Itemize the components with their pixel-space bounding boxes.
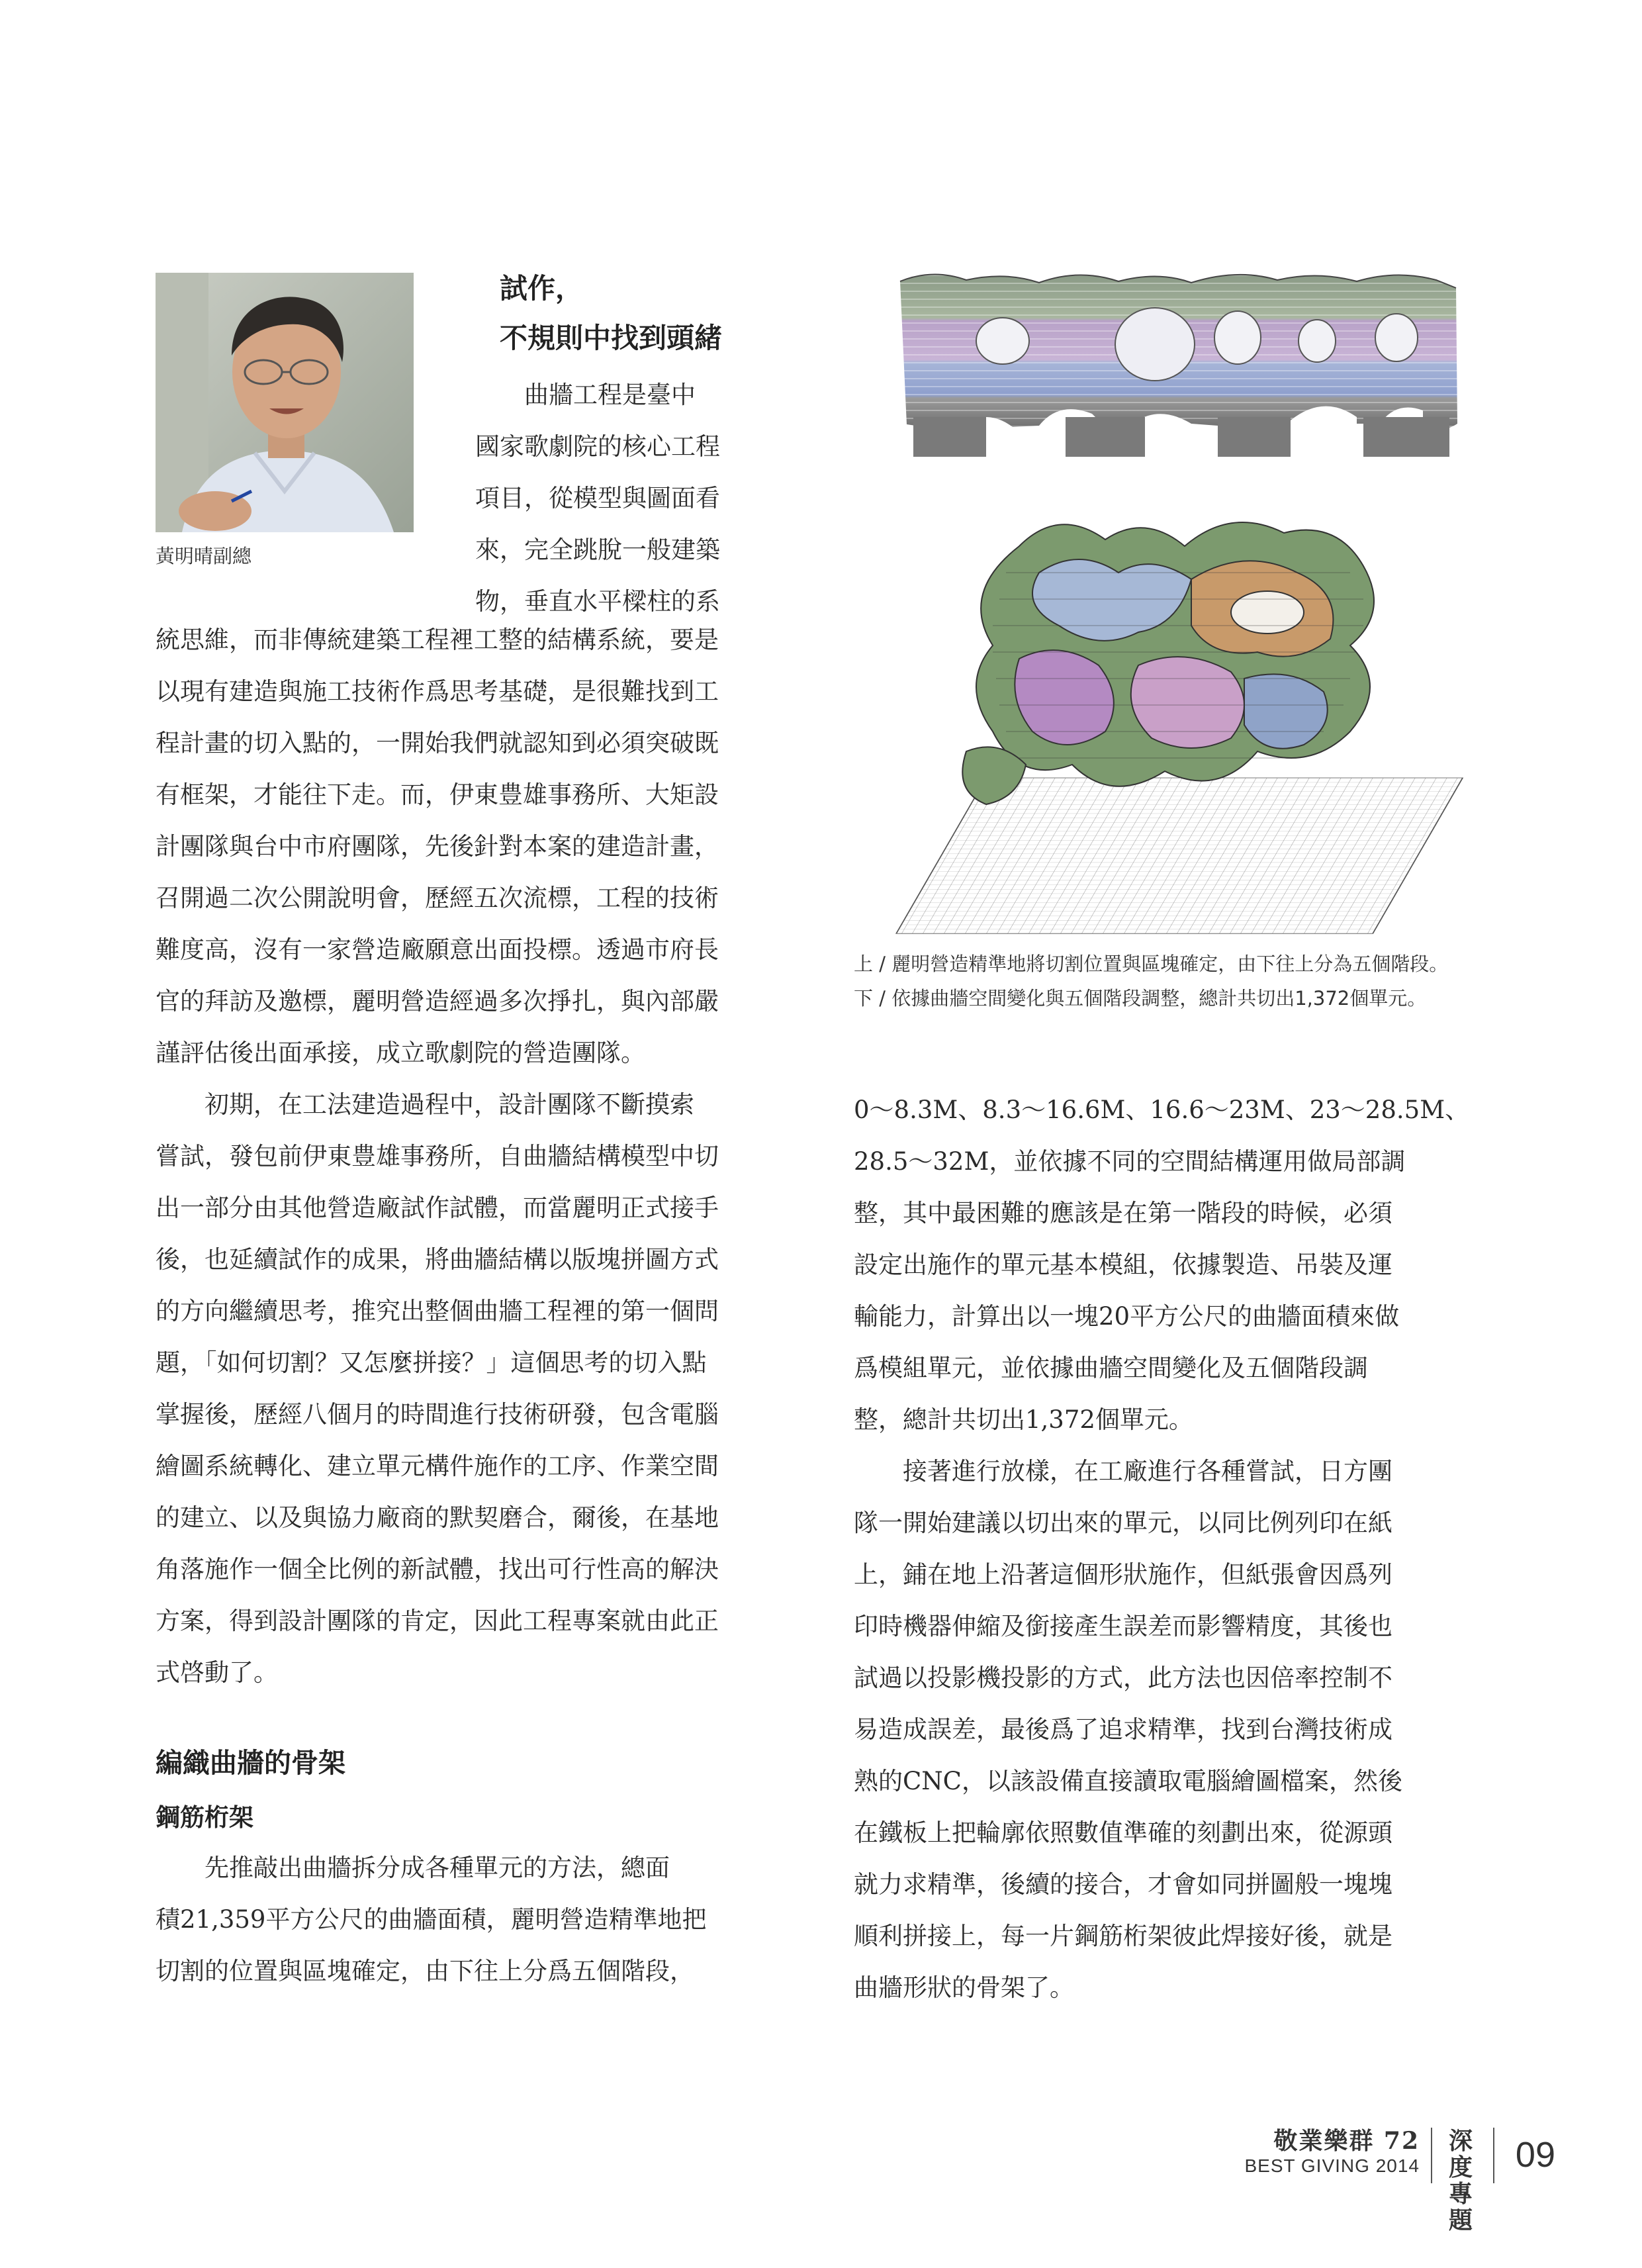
text-line: 國家歌劇院的核心工程: [475, 432, 720, 461]
text-line: 積21,359平方公尺的曲牆面積，麗明營造精準地把: [156, 1905, 707, 1934]
portrait-photo: [156, 273, 414, 532]
left-column-text-2: [156, 1842, 781, 1997]
text-line: 難度高，沒有一家營造廠願意出面投標。透過市府長: [156, 935, 719, 964]
text-line: 設定出施作的單元基本模組，依據製造、吊裝及運: [854, 1251, 1392, 1279]
section-label: [1437, 2128, 1484, 2234]
text-line: 輸能力，計算出以一塊20平方公尺的曲牆面積來做: [854, 1302, 1400, 1331]
text-line: 熟的CNC，以該設備直接讀取電腦繪圖檔案，然後: [854, 1767, 1402, 1795]
text-line: 就力求精準，後續的接合，才會如同拼圖般一塊塊: [854, 1870, 1392, 1899]
text-line: 爲模組單元，並依據曲牆空間變化及五個階段調: [854, 1354, 1368, 1382]
text-line: 題，「如何切割？又怎麼拼接？」這個思考的切入點: [156, 1348, 707, 1377]
text-line: 角落施作一個全比例的新試體，找出可行性高的解決: [156, 1555, 719, 1583]
text-line: 順利拼接上，每一片鋼筋桁架彼此焊接好後，就是: [854, 1922, 1392, 1950]
text-line: 切割的位置與區塊確定，由下往上分爲五個階段，: [156, 1957, 694, 1985]
section-heading-line2: 不規則中找到頭緒: [500, 322, 723, 354]
page-number: 09: [1515, 2135, 1555, 2175]
text-line: 嘗試，發包前伊東豊雄事務所，自曲牆結構模型中切: [156, 1142, 719, 1170]
text-line: 的建立、以及與協力廠商的默契磨合，爾後，在基地: [156, 1503, 719, 1532]
left-column-text: [156, 614, 781, 1699]
text-line: 的方向繼續思考，推究出整個曲牆工程裡的第一個問: [156, 1297, 719, 1325]
text-line: 整，其中最困難的應該是在第一階段的時候，必須: [854, 1199, 1392, 1227]
section-heading-line1: 試作，: [500, 272, 584, 305]
portrait-caption: 黃明晴副總: [156, 545, 252, 567]
section-heading: [500, 263, 722, 363]
image-caption-bottom: 下 / 依據曲牆空間變化與五個階段調整，總計共切出1,372個單元。: [854, 987, 1427, 1010]
section-label-line1: 深度: [1448, 2127, 1473, 2181]
image-caption: [854, 947, 1448, 1016]
text-line: 計團隊與台中市府團隊，先後針對本案的建造計畫，: [156, 832, 719, 861]
text-line: 印時機器伸縮及銜接產生誤差而影響精度，其後也: [854, 1612, 1392, 1640]
heading-skeleton: 編織曲牆的骨架: [156, 1747, 345, 1779]
text-line: 以現有建造與施工技術作爲思考基礎，是很難找到工: [156, 677, 719, 706]
text-line: 項目，從模型與圖面看: [475, 484, 720, 512]
text-line: 繪圖系統轉化、建立單元構件施作的工序、作業空間: [156, 1452, 719, 1480]
text-line: 整，總計共切出1,372個單元。: [854, 1405, 1193, 1434]
text-line: 隊一開始建議以切出來的單元，以同比例列印在紙: [854, 1509, 1392, 1537]
text-line: 謹評估後出面承接，成立歌劇院的營造團隊。: [156, 1039, 645, 1067]
text-line: 來，完全跳脫一般建築: [475, 536, 720, 564]
text-line: 28.5～32M，並依據不同的空間結構運用做局部調: [854, 1147, 1406, 1176]
section-label-line2: 專題: [1448, 2180, 1473, 2234]
text-line: 統思維，而非傳統建築工程裡工整的結構系統，要是: [156, 626, 719, 654]
curved-wall-3d-model-image: [887, 493, 1469, 950]
text-line: 曲牆工程是臺中: [475, 381, 696, 409]
text-line: 在鐵板上把輪廓依照數值準確的刻劃出來，從源頭: [854, 1819, 1392, 1847]
text-line: 試過以投影機投影的方式，此方法也因倍率控制不: [854, 1664, 1392, 1692]
text-line: 0～8.3M、8.3～16.6M、16.6～23M、23～28.5M、: [854, 1096, 1470, 1124]
publication-info: [1245, 2128, 1420, 2178]
text-line: 易造成誤差，最後爲了追求精準，找到台灣技術成: [854, 1715, 1392, 1744]
text-line: 官的拜訪及邀標，麗明營造經過多次掙扎，與內部嚴: [156, 987, 719, 1016]
text-line: 程計畫的切入點的，一開始我們就認知到必須突破既: [156, 729, 719, 757]
curved-wall-elevation-image: [893, 268, 1463, 460]
text-line: 物，垂直水平樑柱的系: [475, 587, 720, 616]
text-line: 上，鋪在地上沿著這個形狀施作，但紙張會因爲列: [854, 1560, 1392, 1589]
text-line: 有框架，才能往下走。而，伊東豊雄事務所、大矩設: [156, 780, 719, 809]
text-line: 先推敲出曲牆拆分成各種單元的方法，總面: [156, 1854, 670, 1882]
footer-divider: [1493, 2128, 1494, 2183]
text-line: 後，也延續試作的成果，將曲牆結構以版塊拼圖方式: [156, 1245, 719, 1274]
text-line: 掌握後，歷經八個月的時間進行技術研發，包含電腦: [156, 1400, 719, 1429]
right-column-text: [854, 1084, 1479, 2014]
subheading-truss: 鋼筋桁架: [156, 1803, 253, 1832]
intro-paragraph: [475, 369, 780, 628]
page-footer: [1185, 2125, 1555, 2234]
text-line: 方案，得到設計團隊的肯定，因此工程專案就由此正: [156, 1607, 719, 1635]
text-line: 出一部分由其他營造廠試作試體，而當麗明正式接手: [156, 1194, 719, 1222]
text-line: 曲牆形狀的骨架了。: [854, 1973, 1074, 2002]
text-line: 召開過二次公開說明會，歷經五次流標，工程的技術: [156, 884, 719, 912]
footer-divider: [1431, 2128, 1432, 2183]
text-line: 式啓動了。: [156, 1658, 278, 1687]
text-line: 接著進行放樣，在工廠進行各種嘗試，日方團: [854, 1457, 1392, 1486]
publication-subtitle: BEST GIVING 2014: [1244, 2155, 1420, 2176]
publication-title: 敬業樂群 72: [1273, 2127, 1420, 2155]
image-caption-top: 上 / 麗明營造精準地將切割位置與區塊確定，由下往上分為五個階段。: [854, 953, 1449, 975]
text-line: 初期，在工法建造過程中，設計團隊不斷摸索: [156, 1090, 694, 1119]
